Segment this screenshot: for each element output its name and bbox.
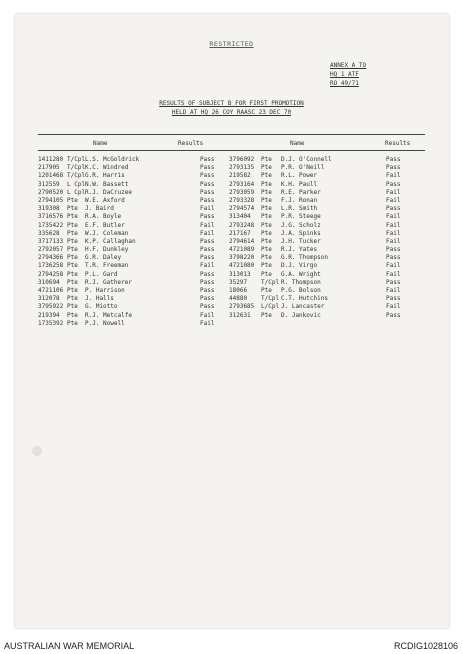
service-number: 2793135 (229, 164, 255, 172)
soldier-name: D.J. Virgo (281, 262, 318, 270)
column-header-results: Results (178, 140, 204, 147)
table-row (38, 205, 428, 213)
table-row (38, 213, 428, 221)
soldier-name: L.S. McGoldrick (85, 156, 140, 163)
rank: Pte (67, 311, 78, 319)
rank: Pte (67, 270, 78, 278)
table-header-rule (38, 150, 425, 151)
title-line: RESULTS OF SUBJECT B FOR FIRST PROMOTION (159, 100, 304, 107)
result: Fail (386, 188, 401, 196)
rank: Pte (67, 229, 78, 237)
soldier-name: G.A. Wright (281, 270, 321, 278)
soldier-name: P.R. Steege (281, 213, 321, 221)
title-line: HELD AT HQ 26 COY RAASC 23 DEC 70 (171, 109, 292, 116)
soldier-name: C.T. Hutchins (281, 295, 328, 303)
table-row (38, 197, 428, 205)
soldier-name: J.G. Scholz (281, 221, 321, 229)
annex-line: ANNEX A TO (330, 62, 367, 69)
annex-line: RO 49/71 (330, 80, 359, 87)
soldier-name: E.F. Butler (85, 221, 125, 229)
service-number: 312559 (38, 180, 60, 188)
result: Pass (386, 180, 401, 188)
soldier-name: R.J. Yates (281, 246, 318, 254)
result: Pass (200, 164, 215, 172)
result: Fail (386, 196, 401, 204)
result: Pass (386, 156, 401, 163)
result: Pass (200, 270, 215, 278)
table-row (38, 320, 428, 328)
result: Pass (200, 172, 215, 180)
soldier-name: D. Jankovic (281, 311, 321, 319)
service-number: 2793685 (229, 303, 255, 311)
rank: T/Cpl (261, 278, 280, 286)
rank: Pte (261, 270, 272, 278)
service-number: 4721080 (229, 262, 255, 270)
result: Fail (386, 262, 401, 270)
rank: Pte (67, 237, 78, 245)
table-row (38, 164, 428, 172)
service-number: 4721106 (38, 287, 64, 294)
service-number: 35297 (229, 278, 248, 286)
service-number: 3798220 (229, 254, 255, 262)
column-header-results: Results (385, 140, 411, 147)
document-title (0, 99, 463, 117)
annex-line: HQ 1 ATF (330, 71, 359, 78)
rank: Pte (67, 196, 78, 204)
soldier-name: P.G. Bolson (281, 287, 321, 294)
soldier-name: P.R. O'Neill (281, 164, 325, 172)
soldier-name: R.J. DaCruzee (85, 188, 132, 196)
rank: Pte (261, 246, 272, 254)
service-number: 313013 (229, 270, 251, 278)
result: Pass (200, 287, 215, 294)
soldier-name: K.H. Paull (281, 180, 318, 188)
result: Pass (200, 295, 215, 303)
rank: Pte (261, 254, 272, 262)
result: Pass (386, 278, 401, 286)
soldier-name: R.L. Power (281, 172, 318, 180)
service-number: 2790520 (38, 188, 64, 196)
rank: Pte (67, 205, 78, 213)
service-number: 1735392 (38, 319, 64, 327)
soldier-name: J. Baird (85, 205, 114, 213)
service-number: 2794614 (229, 237, 255, 245)
service-number: 2793164 (229, 180, 255, 188)
service-number: 312078 (38, 295, 60, 303)
soldier-name: J. Lancaster (281, 303, 325, 311)
soldier-name: K.P. Callaghan (85, 237, 136, 245)
soldier-name: P.J. Nowell (85, 319, 125, 327)
rank: Pte (261, 156, 272, 163)
service-number: 219582 (229, 172, 251, 180)
result: Fail (386, 270, 401, 278)
service-number: 1735422 (38, 221, 64, 229)
table-row (38, 271, 428, 279)
soldier-name: H.F. Dunkley (85, 246, 129, 254)
result: Fail (200, 205, 215, 213)
result: Fail (386, 303, 401, 311)
result: Pass (200, 278, 215, 286)
punch-hole (32, 446, 42, 456)
service-number: 44880 (229, 295, 248, 303)
column-header-name: Name (290, 140, 305, 147)
service-number: 217905 (38, 164, 60, 172)
service-number: 2794574 (229, 205, 255, 213)
result: Fail (200, 229, 215, 237)
service-number: 313404 (229, 213, 251, 221)
soldier-name: D.J. O'Connell (281, 156, 332, 163)
soldier-name: G. Miotto (85, 303, 118, 311)
result: Fail (200, 262, 215, 270)
service-number: 2794105 (38, 196, 64, 204)
result: Pass (386, 205, 401, 213)
soldier-name: J.A. Spinks (281, 229, 321, 237)
result: Pass (386, 295, 401, 303)
soldier-name: R.J. Metcalfe (85, 311, 132, 319)
service-number: 2794366 (38, 254, 64, 262)
rank: T/Cpl (261, 295, 280, 303)
rank: Pte (67, 295, 78, 303)
service-number: 3716576 (38, 213, 64, 221)
service-number: 335628 (38, 229, 60, 237)
annex-reference (330, 61, 390, 88)
soldier-name: R.J. Gatherer (85, 278, 132, 286)
soldier-name: P. Harrison (85, 287, 125, 294)
soldier-name: R. Thompson (281, 278, 321, 286)
result: Fail (200, 221, 215, 229)
rank: Pte (261, 221, 272, 229)
rank: L/Cpl (261, 303, 280, 311)
service-number: 3717133 (38, 237, 64, 245)
rank: Pte (67, 287, 78, 294)
result: Pass (386, 164, 401, 172)
rank: Pte (67, 262, 78, 270)
rank: T/Cpl (67, 172, 86, 180)
table-row (38, 230, 428, 238)
results-table (38, 156, 428, 328)
rank: Pte (261, 262, 272, 270)
result: Fail (386, 287, 401, 294)
service-number: 2794258 (38, 270, 64, 278)
soldier-name: F.J. Ronan (281, 196, 318, 204)
result: Fail (200, 311, 215, 319)
table-row (38, 262, 428, 270)
soldier-name: G.R. Harris (85, 172, 125, 180)
service-number: 1736258 (38, 262, 64, 270)
soldier-name: G.R. Thompson (281, 254, 328, 262)
service-number: 217167 (229, 229, 251, 237)
service-number: 3796092 (229, 156, 255, 163)
archive-footer (0, 638, 463, 654)
archive-name: AUSTRALIAN WAR MEMORIAL (4, 641, 135, 651)
classification-marking: RESTRICTED (209, 40, 254, 48)
rank: Pte (261, 213, 272, 221)
rank: Pte (261, 164, 272, 172)
rank: Pte (261, 172, 272, 180)
table-row (38, 254, 428, 262)
result: Fail (200, 319, 215, 327)
table-top-rule (38, 134, 425, 135)
rank: L Cpl (67, 188, 86, 196)
table-row (38, 238, 428, 246)
rank: Pte (261, 188, 272, 196)
rank: Pte (67, 221, 78, 229)
rank: Pte (261, 180, 272, 188)
soldier-name: W.E. Axford (85, 196, 125, 204)
service-number: 1411280 (38, 156, 64, 163)
rank: Pte (261, 229, 272, 237)
rank: T/Cpl (67, 164, 86, 172)
table-row (38, 295, 428, 303)
result: Fail (386, 221, 401, 229)
result: Fail (386, 172, 401, 180)
table-row (38, 222, 428, 230)
result: Pass (200, 246, 215, 254)
soldier-name: R.A. Boyle (85, 213, 122, 221)
service-number: 219394 (38, 311, 60, 319)
result: Pass (200, 254, 215, 262)
table-row (38, 189, 428, 197)
soldier-name: K.C. Windred (85, 164, 129, 172)
service-number: 4721089 (229, 246, 255, 254)
result: Pass (200, 213, 215, 221)
result: Pass (386, 311, 401, 319)
service-number: 312631 (229, 311, 251, 319)
service-number: 319308 (38, 205, 60, 213)
service-number: 2793248 (229, 221, 255, 229)
result: Pass (200, 303, 215, 311)
soldier-name: J.H. Tucker (281, 237, 321, 245)
result: Fail (386, 229, 401, 237)
rank: L Cpl (67, 180, 86, 188)
result: Pass (200, 237, 215, 245)
service-number: 2792057 (38, 246, 64, 254)
service-number: 2793328 (229, 196, 255, 204)
archive-reference: RCDIG1028106 (393, 641, 458, 651)
result: Fail (386, 213, 401, 221)
table-row (38, 172, 428, 180)
table-row (38, 156, 428, 164)
rank: Pte (67, 254, 78, 262)
rank: Pte (261, 311, 272, 319)
result: Pass (200, 156, 215, 163)
rank: Pte (67, 303, 78, 311)
table-row (38, 181, 428, 189)
table-row (38, 279, 428, 287)
rank: Pte (67, 213, 78, 221)
result: Fail (386, 237, 401, 245)
rank: Pte (261, 196, 272, 204)
result: Pass (200, 180, 215, 188)
soldier-name: W.J. Coleman (85, 229, 129, 237)
rank: Pte (67, 319, 78, 327)
soldier-name: P.L. Gard (85, 270, 118, 278)
soldier-name: T.R. Freeman (85, 262, 129, 270)
soldier-name: R.E. Parker (281, 188, 321, 196)
service-number: 2793059 (229, 188, 255, 196)
soldier-name: L.R. Smith (281, 205, 318, 213)
soldier-name: J. Halls (85, 295, 114, 303)
table-row (38, 303, 428, 311)
service-number: 310694 (38, 278, 60, 286)
service-number: 18066 (229, 287, 248, 294)
result: Pass (200, 188, 215, 196)
result: Pass (386, 246, 401, 254)
rank: Pte (67, 246, 78, 254)
rank: Pte (261, 237, 272, 245)
result: Pass (200, 196, 215, 204)
table-row (38, 312, 428, 320)
soldier-name: G.R. Daley (85, 254, 122, 262)
table-row (38, 287, 428, 295)
table-row (38, 246, 428, 254)
soldier-name: N.W. Bassett (85, 180, 129, 188)
service-number: 3795922 (38, 303, 64, 311)
rank: Pte (261, 205, 272, 213)
rank: T/Cpl (67, 156, 86, 163)
result: Pass (386, 254, 401, 262)
service-number: 1201468 (38, 172, 64, 180)
rank: Pte (67, 278, 78, 286)
column-header-name: Name (93, 140, 108, 147)
rank: Pte (261, 287, 272, 294)
